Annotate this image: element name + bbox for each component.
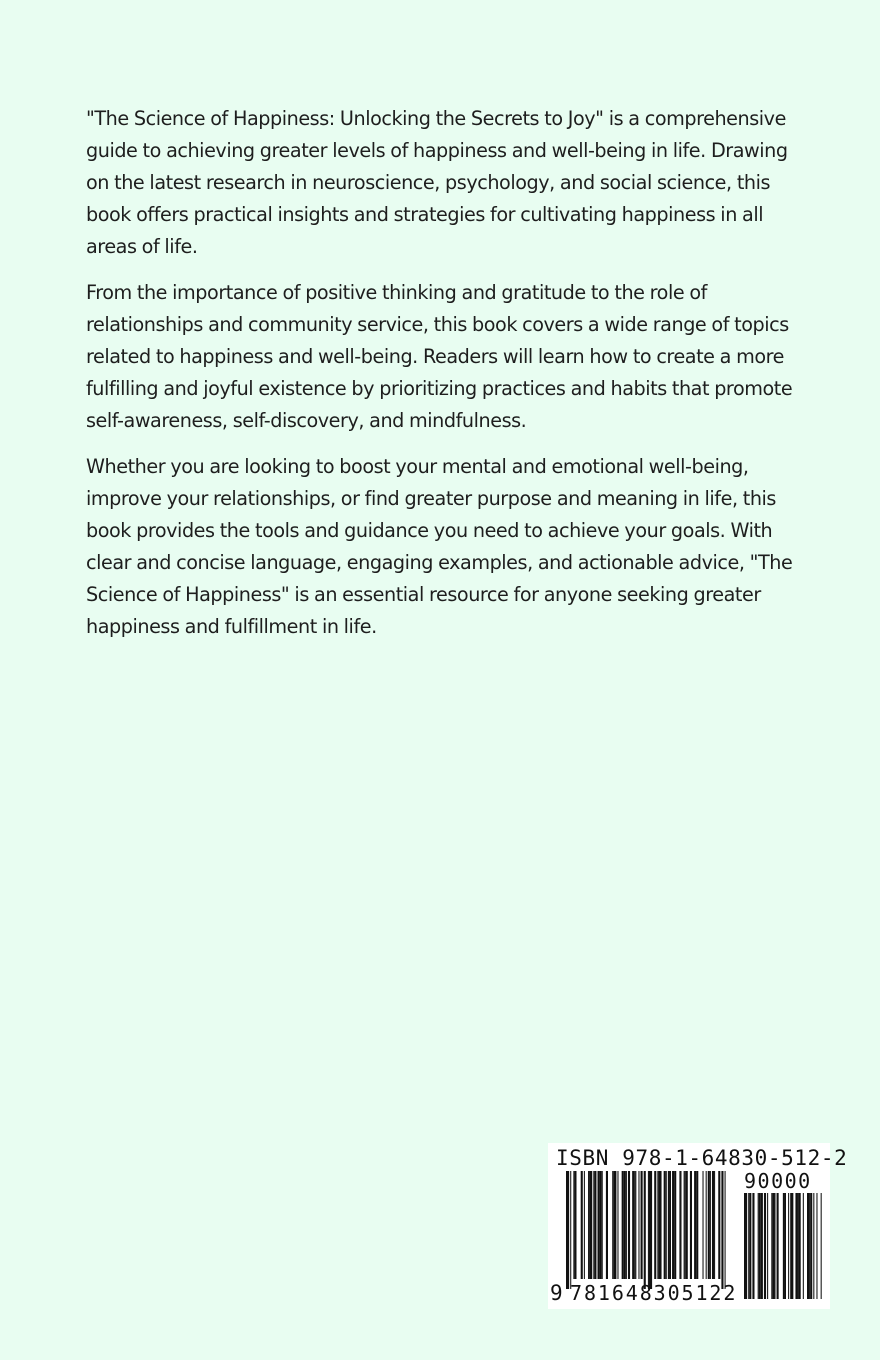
barcode-bar [566, 1171, 569, 1289]
barcode-bar [606, 1171, 608, 1279]
barcode-bar [570, 1171, 571, 1289]
barcode-bar [657, 1171, 658, 1279]
barcode-bar [748, 1193, 749, 1299]
barcode-bar [650, 1171, 652, 1289]
barcode-bar [759, 1193, 761, 1299]
barcode-bar [712, 1171, 714, 1279]
barcode-bar [785, 1193, 786, 1299]
barcode-bar [598, 1171, 600, 1279]
barcode-bar [668, 1171, 670, 1279]
barcode-bar [725, 1171, 726, 1289]
barcode-bar [648, 1171, 649, 1289]
isbn-barcode [548, 1143, 848, 1309]
description-paragraph-1: "The Science of Happiness: Unlocking the Secrets to Joy" is a comprehensive guide to achieving greater levels of happiness and well-being in life. Drawing on the latest research in neuroscience, psychology, and social science, this book offers practical insights and strategies for cultivating happiness in all areas of life. [86, 107, 788, 258]
barcode-bar [654, 1171, 656, 1279]
barcode-bar [809, 1193, 810, 1299]
barcode-bar [708, 1171, 710, 1279]
barcode-bar [706, 1171, 707, 1279]
back-cover-description [86, 103, 802, 657]
barcode-bar [574, 1171, 576, 1279]
barcode-bar [799, 1193, 801, 1299]
barcode-bar [810, 1193, 812, 1299]
barcode-bar [696, 1171, 698, 1279]
barcode-bar [783, 1193, 785, 1299]
barcode-bar [632, 1171, 634, 1279]
barcode-bar [777, 1193, 779, 1299]
barcode-bar [581, 1171, 583, 1279]
barcode-bar [588, 1171, 589, 1279]
ean-digits: 781648305122 [570, 1281, 738, 1305]
barcode-bar [752, 1193, 754, 1299]
barcode-bar [644, 1171, 646, 1289]
barcode-bar [758, 1193, 759, 1299]
barcode-bar [764, 1193, 766, 1299]
barcode-bar [589, 1171, 592, 1279]
barcode-bar [710, 1171, 711, 1279]
barcode-bar [612, 1171, 613, 1279]
barcode-bar [771, 1193, 772, 1299]
barcode-bar [767, 1193, 768, 1299]
barcode-bar [694, 1171, 696, 1279]
barcode-bar [803, 1193, 804, 1299]
description-paragraph-3: Whether you are looking to boost your mental and emotional well-being, improve your relationships, or find greater purpose and meaning in life, this book provides the tools and guidance you need to achieve your goals. With clear and concise language, engaging examples, and actionable advice, "The Science of Happiness" is an essential resource for anyone seeking greater happiness and fulfillment in life. [86, 455, 793, 638]
barcode-bar [573, 1171, 574, 1279]
barcode-bar [628, 1171, 630, 1279]
barcode-bar [798, 1193, 799, 1299]
barcode-bar [684, 1171, 685, 1279]
barcode-bar [634, 1171, 635, 1279]
barcode-bar [813, 1193, 814, 1299]
barcode-bar [679, 1171, 680, 1279]
barcode-bar [790, 1193, 793, 1299]
barcode-bar [600, 1171, 602, 1279]
barcode-bar [744, 1193, 747, 1299]
barcode-bar [666, 1171, 667, 1279]
barcode-bar [795, 1193, 797, 1299]
ean-barcode-bars [566, 1171, 736, 1291]
ean-first-digit: 9 [550, 1281, 563, 1305]
barcode-bar [680, 1171, 681, 1279]
isbn-number: ISBN 978-1-64830-512-2 [556, 1146, 848, 1170]
barcode-bar [690, 1171, 692, 1279]
barcode-bar [658, 1171, 661, 1279]
barcode-bar [674, 1171, 676, 1279]
barcode-bar [641, 1171, 643, 1279]
barcode-bar [774, 1193, 775, 1299]
barcode-bar [672, 1171, 674, 1279]
barcode-bar [602, 1171, 603, 1279]
barcode-bar [703, 1171, 704, 1279]
barcode-bar [807, 1193, 809, 1299]
barcode-bar [721, 1171, 723, 1289]
barcode-bar [718, 1171, 720, 1279]
barcode-bar [761, 1193, 763, 1299]
barcode-bar [821, 1193, 822, 1299]
barcode-bar [649, 1171, 650, 1289]
barcode-bar [635, 1171, 636, 1279]
barcode-bar [714, 1171, 715, 1279]
barcode-bar [749, 1193, 751, 1299]
barcode-bar [772, 1193, 774, 1299]
barcode-bar [613, 1171, 616, 1279]
barcode-bar [617, 1171, 618, 1279]
barcode-bar [584, 1171, 585, 1279]
barcode-bar [638, 1171, 639, 1279]
addon-barcode-bars [744, 1193, 824, 1301]
barcode-bar [593, 1171, 594, 1279]
barcode-bar [594, 1171, 596, 1279]
barcode-bar [626, 1171, 627, 1279]
price-addon-digits: 90000 [744, 1169, 812, 1193]
barcode-bar [624, 1171, 626, 1279]
barcode-bar [622, 1171, 624, 1279]
description-paragraph-2: From the importance of positive thinking and gratitude to the role of relationships and community service, this book covers a wide range of topics related to happiness and well-being. Readers will learn how to create a more fulfilling and joyful existence by prioritizing practices and habits that promote self-awareness, self-discovery, and mindfulness. [86, 281, 793, 432]
barcode-bar [670, 1171, 671, 1279]
barcode-bar [816, 1193, 817, 1299]
barcode-bar [686, 1171, 688, 1279]
barcode-bar [685, 1171, 686, 1279]
barcode-bar [664, 1171, 666, 1279]
barcode-bar [788, 1193, 789, 1299]
